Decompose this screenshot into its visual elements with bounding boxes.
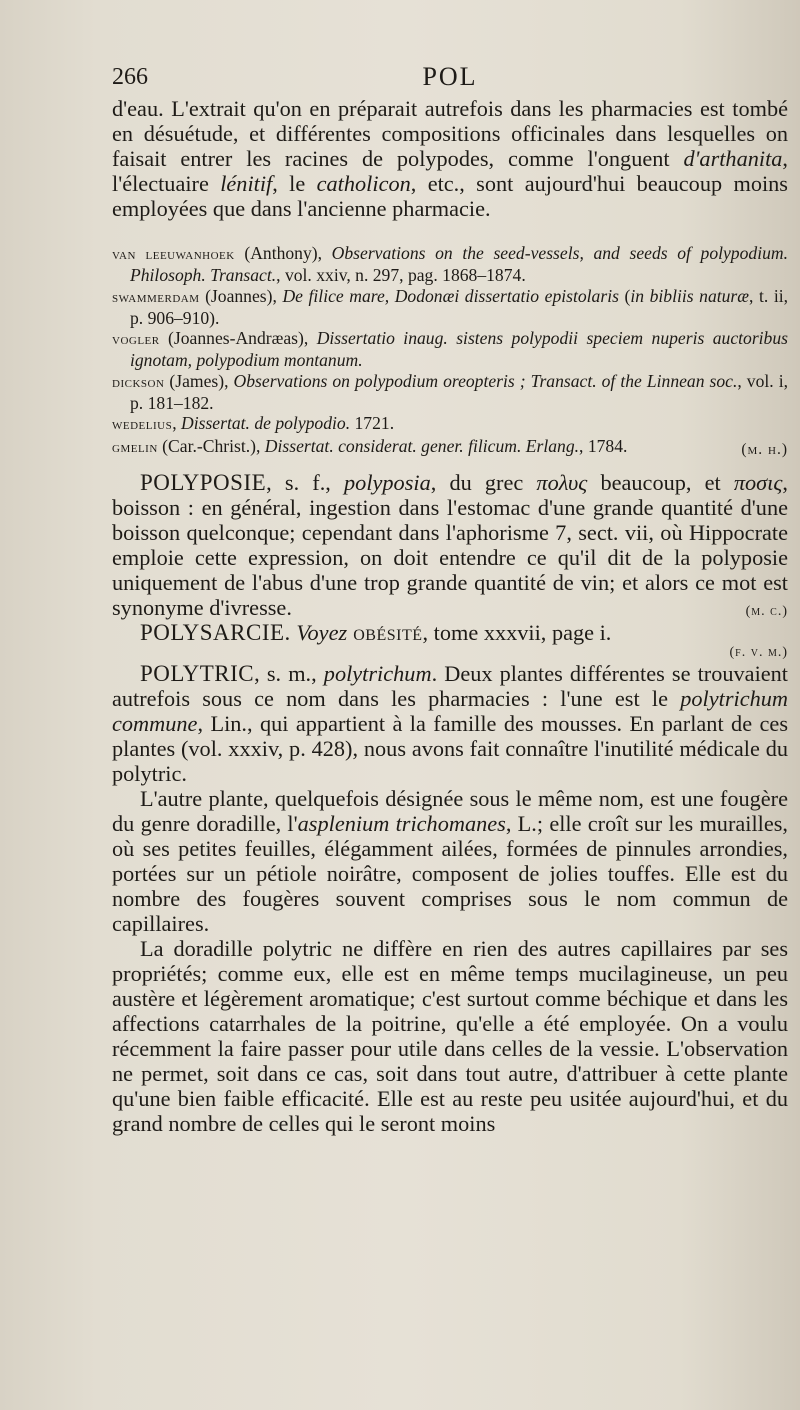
text-run: , tome xxxvii, page i. [422,619,612,645]
text-run: , etc., sont aujourd'hui beaucoup moins employées que dans l'ancienne pharmacie. [112,171,788,221]
text-run: L'autre plante, quelquefois désignée sous le même nom, est une fougère du genre doradille, l' [112,785,788,836]
paragraph-asplenium [112,786,788,936]
ref-title: in bibliis naturæ [630,285,750,306]
italic-run: asplenium trichomanes [297,810,506,836]
ref-author: wedelius [112,416,173,434]
reference-item [112,436,788,458]
text-run: (Joannes), [199,285,283,306]
italic-run: catholicon [316,171,411,196]
author-signature: (m. c.) [745,603,788,619]
ref-author: dickson [112,373,165,391]
text-run: (James), [164,370,234,391]
text-run: , s. m., [254,660,324,686]
page-header [112,60,788,96]
text-run: , Lin., qui appartient à la famille des mousses. En parlant de ces plantes (vol. xxxiv, p. 428), nous avons fait connaître l'inutilité médicale du polytric. [112,710,788,786]
bibliography [112,243,788,458]
text-run: , 1784. [579,435,628,456]
ref-author: van leeuwanhoek [112,246,235,263]
text-run: d'eau. L'extrait qu'on en préparait autrefois dans les pharmacies est tombé en désuétude, et différentes compositions officinales dans lesquelles on faisait entrer les racines de polypodes, comme l'onguent [112,96,788,171]
text-run: beaucoup, et [587,469,734,495]
text-run: 1721. [350,413,395,434]
reference-item [112,243,788,286]
entry-polysarcie [112,620,788,645]
ref-author: gmelin [112,438,158,456]
reference-item [112,413,788,435]
text-run: , vol. i, p. 181–182. [130,370,788,414]
text-run: , L.; elle croît sur les murailles, où ses petites feuilles, élégamment ailées, formées de pinnules arrondies, portées sur un pétiole noirâtre, composent de jolies touffes. Elle est du nombre des fougères souvent comprises sous le nom commun de capillaires. [112,810,789,936]
ref-title: Dissertat. de polypodio. [181,413,351,434]
text-run: , t. ii, p. 906–910). [130,285,788,328]
text-run: (Joannes-Andræas), [159,328,317,349]
text-run: (Car.-Christ.), [157,435,265,456]
text-run: , le [272,171,317,196]
text-run: . Deux plantes différentes se trouvaient autrefois sous ce nom dans les pharmacies : l'une est le [112,660,789,711]
running-head: POL [422,62,478,91]
entry-headword: POLYSARCIE. [140,619,291,645]
italic-run: d'arthanita [683,146,783,171]
intro-paragraph [112,96,788,221]
italic-run: lénitif [220,171,273,196]
text-run: , [172,413,182,434]
greek-word: πολυς [536,469,588,495]
text-run: , s. f., [266,469,345,495]
text-run: (Anthony), [234,243,332,263]
author-signature: (m. h.) [741,440,788,458]
author-signature: (f. v. m.) [729,644,788,660]
text-run: , du grec [430,469,537,495]
page-number: 266 [112,64,148,90]
ref-author: vogler [112,331,160,349]
entry-headword: POLYTRIC [140,660,255,686]
text-run: , l'électuaire [112,146,788,196]
ref-author: swammerdam [112,288,200,306]
entry-headword: POLYPOSIE [140,469,267,495]
entry-polyposie [112,470,788,620]
italic-run: polytrichum [323,660,432,686]
text-run: , vol. xxiv, n. 297, pag. 1868–1874. [276,265,526,286]
cross-reference: obésité [347,619,423,645]
italic-run: polyposia [344,469,431,495]
text-run: , boisson : en général, ingestion dans l'estomac d'une grande quantité d'une boisson quelconque; cependant dans l'aphorisme 7, sect. vii, où Hippocrate emploie cette expression, on doit entendre ce qu'il dit de la polyposie uniquement de l'abus d'une trop grande quantité de vin; et alors ce mot est synonyme d'ivresse. [112,469,788,620]
reference-item [112,286,788,329]
entry-polytric [112,661,788,786]
text-run: La doradille polytric ne diffère en rien des autres capillaires par ses propriétés; comme eux, elle est en même temps mucilagineuse, un peu austère et légèrement aromatique; c'est surtout comme béchique et dans les affections catarrhales de la poitrine, qu'elle a été employée. On a voulu récemment la faire passer pour utile dans celles de la vessie. L'observation ne permet, soit dans ce cas, soit dans tout autre, d'attribuer à cette plante qu'une bien faible efficacité. Elle est au reste peu usitée aujourd'hui, et du grand nombre de celles qui le seront moins [112,935,788,1136]
ref-title: Dissertat. considerat. gener. filicum. Erlang. [264,435,580,456]
page-content [112,60,788,1136]
ref-title: Observations on the seed-vessels, and seeds of polypodium. Philosoph. Transact. [130,243,788,286]
ref-title: Observations on polypodium oreopteris ; Transact. of the Linnean soc. [233,370,738,391]
ref-title: Dissertatio inaug. sistens polypodii speciem nuperis auctoribus ignotam, polypodium montanum. [130,328,788,371]
italic-run: Voyez [290,619,348,645]
text-run: ( [618,285,631,306]
reference-item [112,371,788,414]
italic-run: polytrichum commune [112,685,788,736]
reference-item [112,328,788,371]
paragraph-properties [112,936,788,1136]
ref-title: De filice mare, Dodonæi dissertatio epistolaris [282,285,619,306]
greek-word: ποσις [733,469,783,495]
